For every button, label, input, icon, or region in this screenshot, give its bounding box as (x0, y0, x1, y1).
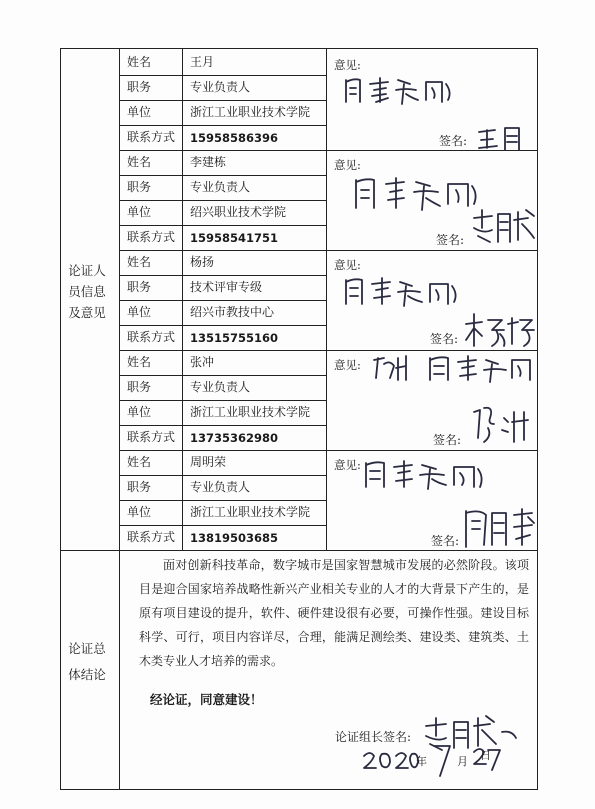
unit-label: 单位 (127, 505, 152, 519)
contact-label: 联系方式 (127, 330, 176, 344)
expert-name: 周明荣 (190, 455, 227, 469)
expert-unit: 浙江工业职业技术学院 (190, 105, 311, 119)
expert-unit: 绍兴职业技术学院 (190, 205, 287, 219)
name-label: 姓名 (127, 255, 152, 269)
handwritten-year (360, 746, 420, 774)
expert-name: 李建栋 (190, 155, 227, 169)
expert-position: 专业负责人 (190, 180, 251, 194)
position-label: 职务 (127, 80, 152, 94)
unit-label: 单位 (127, 405, 152, 419)
expert-name: 杨扬 (190, 255, 215, 269)
opinion-label: 意见: (334, 258, 361, 272)
expert-contact: 13819503685 (190, 531, 279, 545)
opinion-label: 意见: (334, 158, 361, 172)
leader-sign-label: 论证组长签名: (335, 730, 412, 744)
handwritten-signature (462, 505, 538, 553)
name-label: 姓名 (127, 455, 152, 469)
sign-label: 签名: (431, 534, 460, 548)
unit-label: 单位 (127, 105, 152, 119)
name-label: 姓名 (127, 155, 152, 169)
opinion-label: 意见: (334, 358, 361, 372)
handwritten-opinion (340, 270, 470, 310)
contact-label: 联系方式 (127, 430, 176, 444)
handwritten-opinion (370, 352, 538, 384)
position-label: 职务 (127, 380, 152, 394)
month-label: 月 (457, 755, 468, 768)
sign-label: 签名: (430, 332, 459, 346)
expert-position: 专业负责人 (190, 480, 251, 494)
contact-label: 联系方式 (127, 230, 176, 244)
name-label: 姓名 (127, 55, 152, 69)
conclusion-paragraph: 面对创新科技革命，数字城市是国家智慧城市发展的必然阶段。该项目是迎合国家培养战略性新兴产业相关专业的人才的大背景下产生的，是原有项目建设的提升，软件、硬件建设很有必要，可操作性强。建设目标科学、可行，项目内容详尽，合理，能满足测绘类、建设类、建筑类、土木类专业人才培养的需求。 (139, 558, 529, 668)
section-label-line: 论证总 (68, 641, 106, 656)
opinion-label: 意见: (334, 458, 361, 472)
handwritten-opinion (360, 455, 500, 493)
conclusion-section-label (62, 636, 112, 688)
name-label: 姓名 (127, 355, 152, 369)
day-label: 日 (480, 749, 491, 762)
handwritten-opinion (350, 170, 490, 214)
handwritten-opinion (340, 68, 470, 108)
sign-label: 签名: (439, 134, 468, 148)
expert-contact: 15958586396 (190, 131, 279, 145)
handwritten-signature (475, 124, 535, 152)
approval-text: 经论证，同意建设！ (150, 692, 263, 707)
expert-contact: 13735362980 (190, 431, 279, 445)
expert-position: 专业负责人 (190, 380, 251, 394)
section-label-line: 论证人 (68, 263, 106, 278)
unit-label: 单位 (127, 205, 152, 219)
section-label-line: 体结论 (68, 667, 106, 682)
expert-unit: 绍兴市教技中心 (190, 305, 275, 319)
contact-label: 联系方式 (127, 130, 176, 144)
contact-label: 联系方式 (127, 530, 176, 544)
year-label: 年 (416, 755, 427, 768)
expert-unit: 浙江工业职业技术学院 (190, 405, 311, 419)
position-label: 职务 (127, 280, 152, 294)
experts-section-label (62, 260, 112, 323)
opinion-label: 意见: (334, 58, 361, 72)
expert-unit: 浙江工业职业技术学院 (190, 505, 311, 519)
position-label: 职务 (127, 180, 152, 194)
conclusion-body (139, 553, 529, 673)
expert-position: 技术评审专级 (190, 280, 263, 294)
expert-name: 张冲 (190, 355, 215, 369)
handwritten-signature (462, 310, 538, 350)
handwritten-signature (470, 206, 540, 248)
unit-label: 单位 (127, 305, 152, 319)
position-label: 职务 (127, 480, 152, 494)
expert-name: 王月 (190, 55, 215, 69)
section-label-line: 及意见 (68, 305, 106, 320)
sign-label: 签名: (433, 433, 462, 447)
handwritten-month (430, 740, 456, 780)
expert-contact: 13515755160 (190, 331, 279, 345)
expert-contact: 15958541751 (190, 231, 279, 245)
section-label-line: 员信息 (68, 284, 106, 299)
handwritten-signature (470, 402, 536, 446)
sign-label: 签名: (436, 233, 465, 247)
expert-position: 专业负责人 (190, 80, 251, 94)
